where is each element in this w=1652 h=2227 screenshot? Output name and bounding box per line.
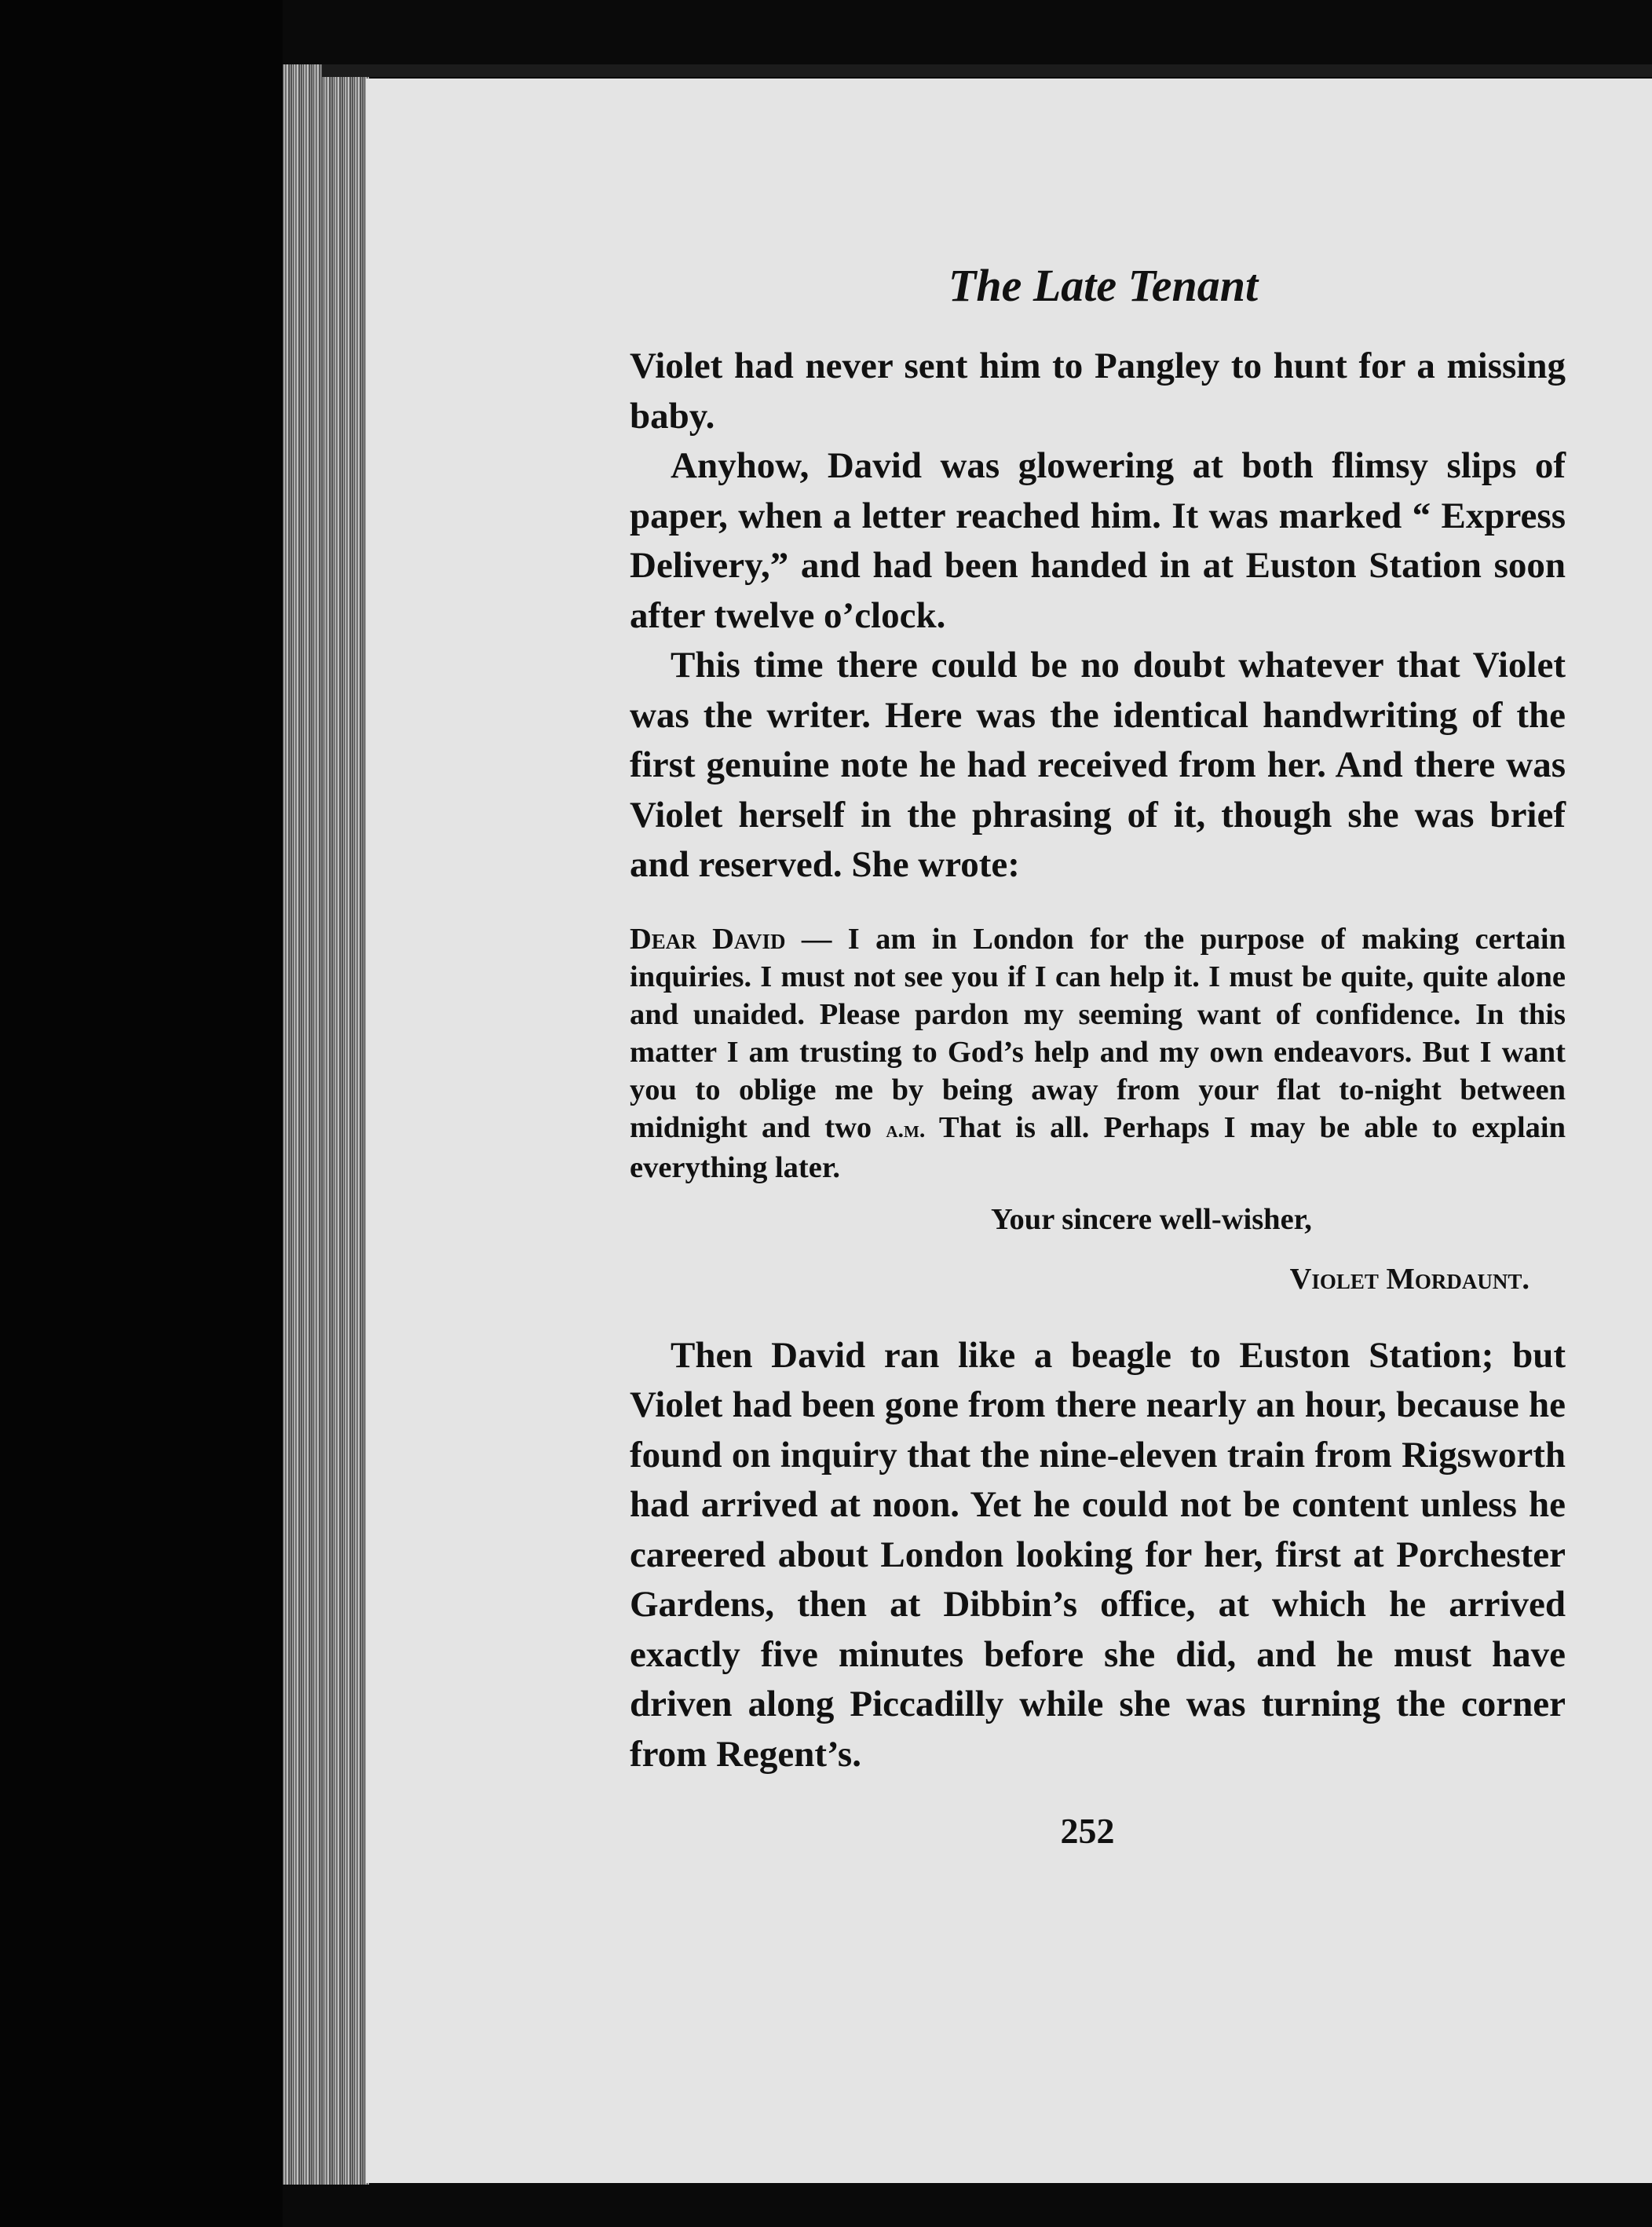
book-edge-shadow (0, 0, 283, 2227)
page-stack-edges (283, 64, 369, 2185)
running-head: The Late Tenant (948, 260, 1259, 311)
page-text-block (630, 342, 1566, 1779)
letter-salutation: Dear David (630, 922, 786, 956)
paragraph-euston-station: Then David ran like a beagle to Euston Station; but Violet had been gone from there nearly an hour, because he found on inquiry that the nine-eleven train from Rigsworth had arrived at noon. Yet he could not be content unless he careered about London looking for her, first at Porchester Gardens, then at Dibbin’s office, at which he arrived exactly five minutes before she did, and he must have driven along Piccadilly while she was turning the corner from Regent’s. (630, 1334, 1566, 1775)
page-number: 252 (1060, 1811, 1115, 1851)
page-top-border (322, 64, 1652, 77)
paragraph-violet-writer: This time there could be no doubt whatever that Violet was the writer. Here was the identical handwriting of the first genuine note he had received from her. And there was Violet herself in the phrasing of it, though she was brief and reserved. She wrote: (630, 645, 1566, 885)
bottom-shadow (314, 2185, 1652, 2227)
paragraph-letter-arrival: Anyhow, David was glowering at both flimsy slips of paper, when a letter reached him. It was marked “ Express Delivery,” and had been handed in at Euston Station soon after twelve o’clock. (630, 445, 1566, 636)
letter-closing: Your sincere well-wisher, (991, 1202, 1312, 1236)
letter-signature: Violet Mordaunt. (1289, 1262, 1530, 1296)
letter-body-part1: — I am in London for the purpose of making certain inquiries. I must not see you if I can help it. I must be quite, quite alone and unaided. Please pardon my seeming want of confidence. In this matter I am trusting to God’s help and my own endeavors. But I want you to oblige me by being away from your flat to-night between midnight and two (630, 922, 1566, 1144)
letter-body (630, 920, 1566, 1187)
letter-time-ampm: a.m. (886, 1116, 926, 1143)
letter-body-part2: That is all. Perhaps I may be able to explain everything later. (630, 1110, 1566, 1184)
paragraph-continued: Violet had never sent him to Pangley to hunt for a missing baby. (630, 346, 1566, 437)
